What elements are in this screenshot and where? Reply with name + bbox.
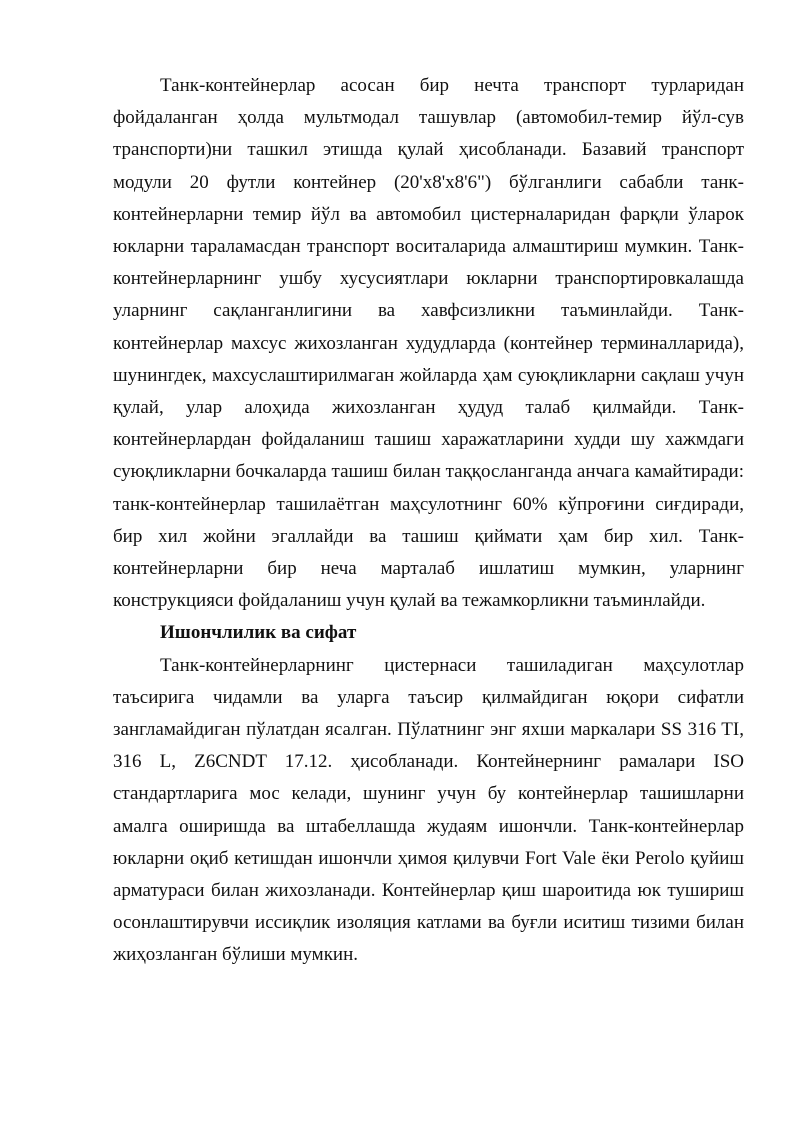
document-page bbox=[113, 70, 744, 972]
section-heading-reliability: Ишончлилик ва сифат bbox=[160, 622, 357, 644]
paragraph-reliability-quality: Танк-контейнерларнинг цистернаси ташиладиган маҳсулотлар таъсирига чидамли ва уларга таъсир қилмайдиган юқори сифатли зангламайдиган пўлатдан ясалган. Пўлатнинг энг яхши маркалари SS 316 TI, 316 L, Z6CNDT 17.12. ҳисобланади. Контейнернинг рамалари ISO стандартларига мос келади, шунинг учун бу контейнерлар ташишларни амалга оширишда ва штабеллашда жудаям ишончли. Танк-контейнерлар юкларни оқиб кетишдан ишончли ҳимоя қилувчи Fort Vale ёки Perolo қуйиш арматураси билан жихозланади. Контейнерлар қиш шароитида юк тушириш осонлаштирувчи иссиқлик изоляция катлами ва буғли иситиш тизими билан жиҳозланган бўлиши мумкин. bbox=[113, 654, 744, 966]
paragraph-tank-containers-intro: Танк-контейнерлар асосан бир нечта транспорт турларидан фойдаланган ҳолда мультмодал ташувлар (автомобил-темир йўл-сув транспорти)ни ташкил этишда қулай ҳисобланади. Базавий транспорт модули 20 футли контейнер (20'x8'x8'6") бўлганлиги сабабли танк-контейнерларни темир йўл ва автомобил цистерналаридан фарқли ўларок юкларни тараламасдан транспорт воситаларида алмаштириш мумкин. Танк-контейнерларнинг ушбу хусусиятлари юкларни транспортировкалашда уларнинг сақланганлигини ва хавфсизликни таъминлайди. Танк-контейнерлар махсус жихозланган худудларда (контейнер терминалларида), шунингдек, махсуслаштирилмаган жойларда ҳам суюқликларни сақлаш учун қулай, улар алоҳида жихозланган ҳудуд талаб қилмайди. Танк-контейнерлардан фойдаланиш ташиш харажатларини худди шу хажмдаги суюқликларни бочкаларда ташиш билан таққосланганда анчага камайтиради: танк-контейнерлар ташилаётган маҳсулотнинг 60% кўпроғини сиғдиради, бир хил жойни эгаллайди ва ташиш қиймати ҳам бир хил. Танк-контейнерларни бир неча марталаб ишлатиш мумкин, уларнинг конструкцияси фойдаланиш учун қулай ва тежамкорликни таъминлайди. bbox=[113, 75, 744, 612]
